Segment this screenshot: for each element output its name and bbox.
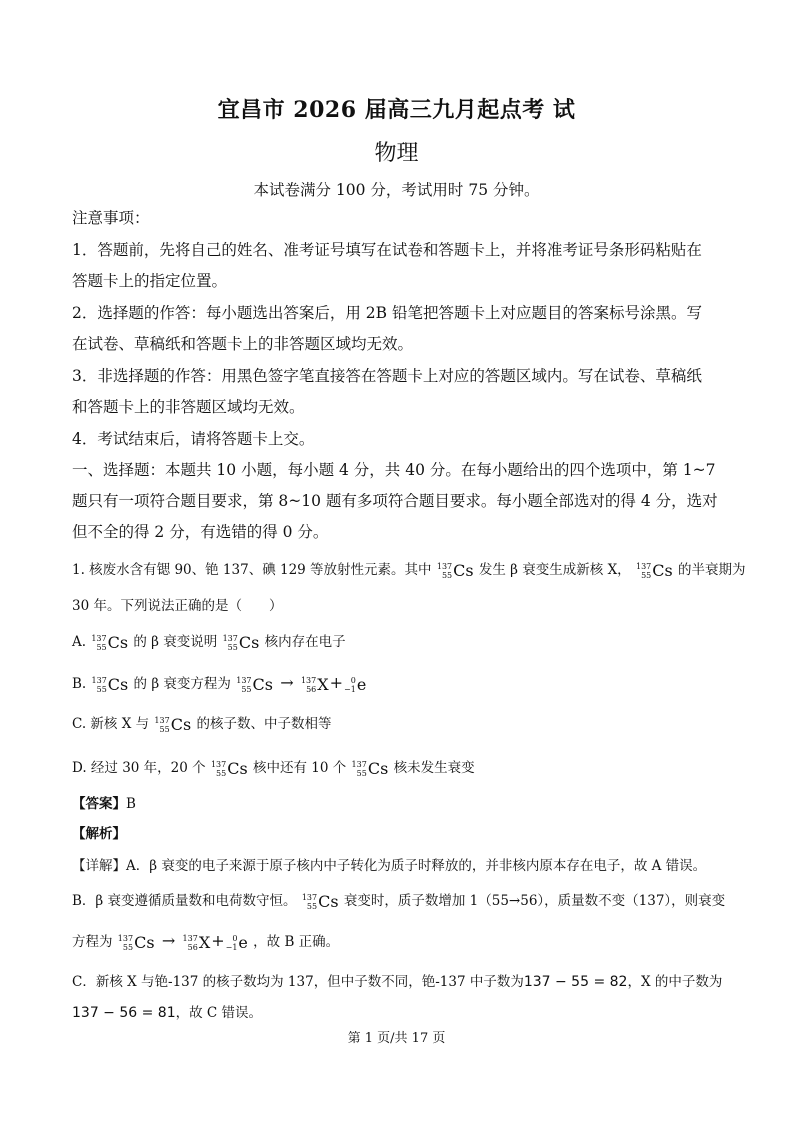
electron-symbol: 0 −1 e [225,933,248,952]
cs137-nuclide: 137 55 Cs [301,892,339,911]
notice-heading: 注意事项： [72,209,150,227]
cs137-nuclide: 137 55 Cs [236,675,273,694]
answer-line [72,792,136,812]
cs137-nuclide: 137 55 Cs [436,561,474,580]
option-a: A. 137 55 Cs 的 β 衰变说明 137 55 Cs 核内存在电子 [72,633,346,652]
section-1-line-3: 但不全的得 2 分，有选错的得 0 分。 [72,523,329,541]
neutron-calc-x: 137 − 56 = 81 [72,1005,176,1021]
notice-item-4: 4．考试结束后，请将答题卡上交。 [72,430,315,448]
q1-stem-c: 的半衰期为 [678,562,746,578]
notice-item-1-line-2: 答题卡上的指定位置。 [72,272,228,290]
q1-stem-b: 发生 β 衰变生成新核 X， [478,562,631,578]
page-footer: 第 1 页/共 17 页 [347,1031,446,1046]
option-d: D. 经过 30 年，20 个 137 55 Cs 核中还有 10 个 137 55 Cs 核未发生衰变 [72,759,475,778]
cs137-nuclide: 137 55 Cs [91,633,129,652]
cs137-nuclide: 137 55 Cs [351,759,389,778]
electron-symbol: 0 −1 e [344,675,367,694]
section-1-line-2: 题只有一项符合题目要求，第 8~10 题有多项符合题目要求。每小题全部选对的得 4 分，选对 [72,492,718,510]
cs137-nuclide: 137 55 Cs [117,933,155,952]
answer-label: 【答案】 [72,796,126,812]
q1-stem-a: 1. 核废水含有锶 90、铯 137、碘 129 等放射性元素。其中 [72,562,432,578]
question-1-stem-line-2: 30 年。下列说法正确的是（ ） [72,598,283,614]
notice-item-2-line-2: 在试卷、草稿纸和答题卡上的非答题区域均无效。 [72,335,414,353]
reaction-arrow: → [161,931,176,950]
x-nuclide: 137 56 X [300,675,329,694]
analysis-label: 【解析】 [72,826,126,842]
detail-line-c-1: C．新核 X 与铯-137 的核子数均为 137，但中子数不同，铯-137 中子数为137 − 55 = 82，X 的中子数为 [72,974,723,990]
option-b: B. 137 55 Cs 的 β 衰变方程为 137 55 Cs → 137 56 X+ 0 −1 e [72,673,367,694]
exam-info: 本试卷满分 100 分，考试用时 75 分钟。 [253,181,540,199]
question-1-stem-line-1 [72,558,746,580]
detail-line-b-1: B．β 衰变遵循质量数和电荷数守恒。 137 55 Cs 衰变时，质子数增加 1（55→56），质量数不变（137），则衰变 [72,892,726,911]
notice-item-2-line-1: 2．选择题的作答：每小题选出答案后，用 2B 铅笔把答题卡上对应题目的答案标号涂黑。写 [72,304,702,322]
detail-line-b-2: 方程为 137 55 Cs → 137 56 X+ 0 −1 e ，故 B 正确。 [72,931,340,952]
option-c: C. 新核 X 与 137 55 Cs 的核子数、中子数相等 [72,715,332,734]
notice-item-3-line-2: 和答题卡上的非答题区域均无效。 [72,398,305,416]
detail-line-c-2: 137 − 56 = 81，故 C 错误。 [72,1005,263,1021]
reaction-arrow: → [280,673,294,692]
notice-item-3-line-1: 3．非选择题的作答：用黑色签字笔直接答在答题卡上对应的答题区域内。写在试卷、草稿纸 [72,367,702,385]
subject-title: 物理 [374,141,419,166]
section-1-line-1: 一、选择题：本题共 10 小题，每小题 4 分，共 40 分。在每小题给出的四个选项中，第 1~7 [72,461,716,479]
neutron-calc-cs: 137 − 55 = 82 [523,974,628,990]
cs137-nuclide: 137 55 Cs [154,715,192,734]
exam-title: 宜昌市 2026 届高三九月起点考 试 [217,97,576,123]
answer-value: B [126,796,136,812]
notice-item-1-line-1: 1．答题前，先将自己的姓名、准考证号填写在试卷和答题卡上，并将准考证号条形码粘贴在 [72,241,702,259]
cs137-nuclide: 137 55 Cs [91,675,129,694]
cs137-nuclide: 137 55 Cs [635,561,673,580]
cs137-nuclide: 137 55 Cs [222,633,260,652]
x-nuclide: 137 56 X [182,933,211,952]
detail-line-a: 【详解】A．β 衰变的电子来源于原子核内中子转化为质子时释放的，并非核内原本存在电子，故 A 错误。 [72,858,707,874]
cs137-nuclide: 137 55 Cs [210,759,248,778]
